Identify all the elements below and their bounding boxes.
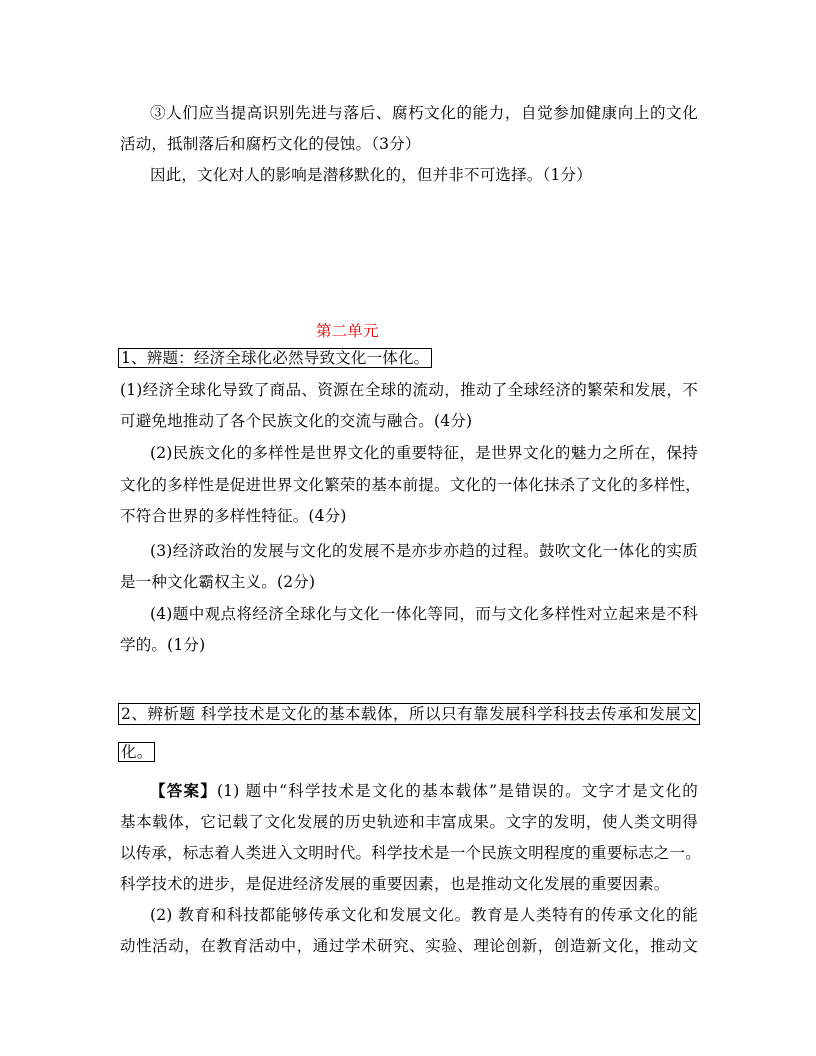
paragraph-line: 科学技术的进步，是促进经济发展的重要因素，也是推动文化发展的重要因素。 [120, 875, 670, 893]
paragraph-line: 学的。(1分) [120, 636, 206, 654]
question-2-title-line-1: 2、辨析题 科学技术是文化的基本载体，所以只有靠发展科学科技去传承和发展文 [118, 703, 700, 725]
paragraph-line: (2)民族文化的多样性是世界文化的重要特征，是世界文化的魅力之所在，保持 [150, 444, 698, 462]
answer-label: 【答案】 [150, 781, 217, 800]
paragraph-line: 可避免地推动了各个民族文化的交流与融合。(4分) [120, 412, 473, 430]
paragraph-line: 是一种文化霸权主义。(2分) [120, 573, 316, 591]
paragraph-line: (2) 教育和科技都能够传承文化和发展文化。教育是人类特有的传承文化的能 [150, 906, 698, 924]
paragraph-line: 因此，文化对人的影响是潜移默化的，但并非不可选择。（1分） [150, 166, 592, 184]
paragraph-line: ③人们应当提高识别先进与落后、腐朽文化的能力，自觉参加健康向上的文化 [150, 104, 698, 122]
answer-text: (1) 题中“科学技术是文化的基本载体”是错误的。文字才是文化的 [216, 782, 698, 800]
question-2-title-line-2: 化。 [118, 742, 155, 762]
paragraph-line [150, 781, 698, 801]
paragraph-line: 基本载体，它记载了文化发展的历史轨迹和丰富成果。文字的发明，使人类文明得 [120, 813, 698, 831]
paragraph-line: 以传承，标志着人类进入文明时代。科学技术是一个民族文明程度的重要标志之一。 [120, 844, 701, 862]
paragraph-line: 文化的多样性是促进世界文化繁荣的基本前提。文化的一体化抹杀了文化的多样性， [120, 476, 701, 494]
unit-title: 第二单元 [316, 322, 379, 340]
paragraph-line: 动性活动，在教育活动中，通过学术研究、实验、理论创新，创造新文化，推动文 [120, 937, 698, 955]
question-1-title: 1、辨题：经济全球化必然导致文化一体化。 [118, 348, 432, 368]
paragraph-line: (4)题中观点将经济全球化与文化一体化等同，而与文化多样性对立起来是不科 [150, 605, 698, 623]
paragraph-line: 活动，抵制落后和腐朽文化的侵蚀。（3分） [120, 135, 421, 153]
paragraph-line: (1)经济全球化导致了商品、资源在全球的流动，推动了全球经济的繁荣和发展，不 [120, 381, 698, 399]
paragraph-line: 不符合世界的多样性特征。(4分) [120, 507, 347, 525]
paragraph-line: (3)经济政治的发展与文化的发展不是亦步亦趋的过程。鼓吹文化一体化的实质 [150, 542, 698, 560]
